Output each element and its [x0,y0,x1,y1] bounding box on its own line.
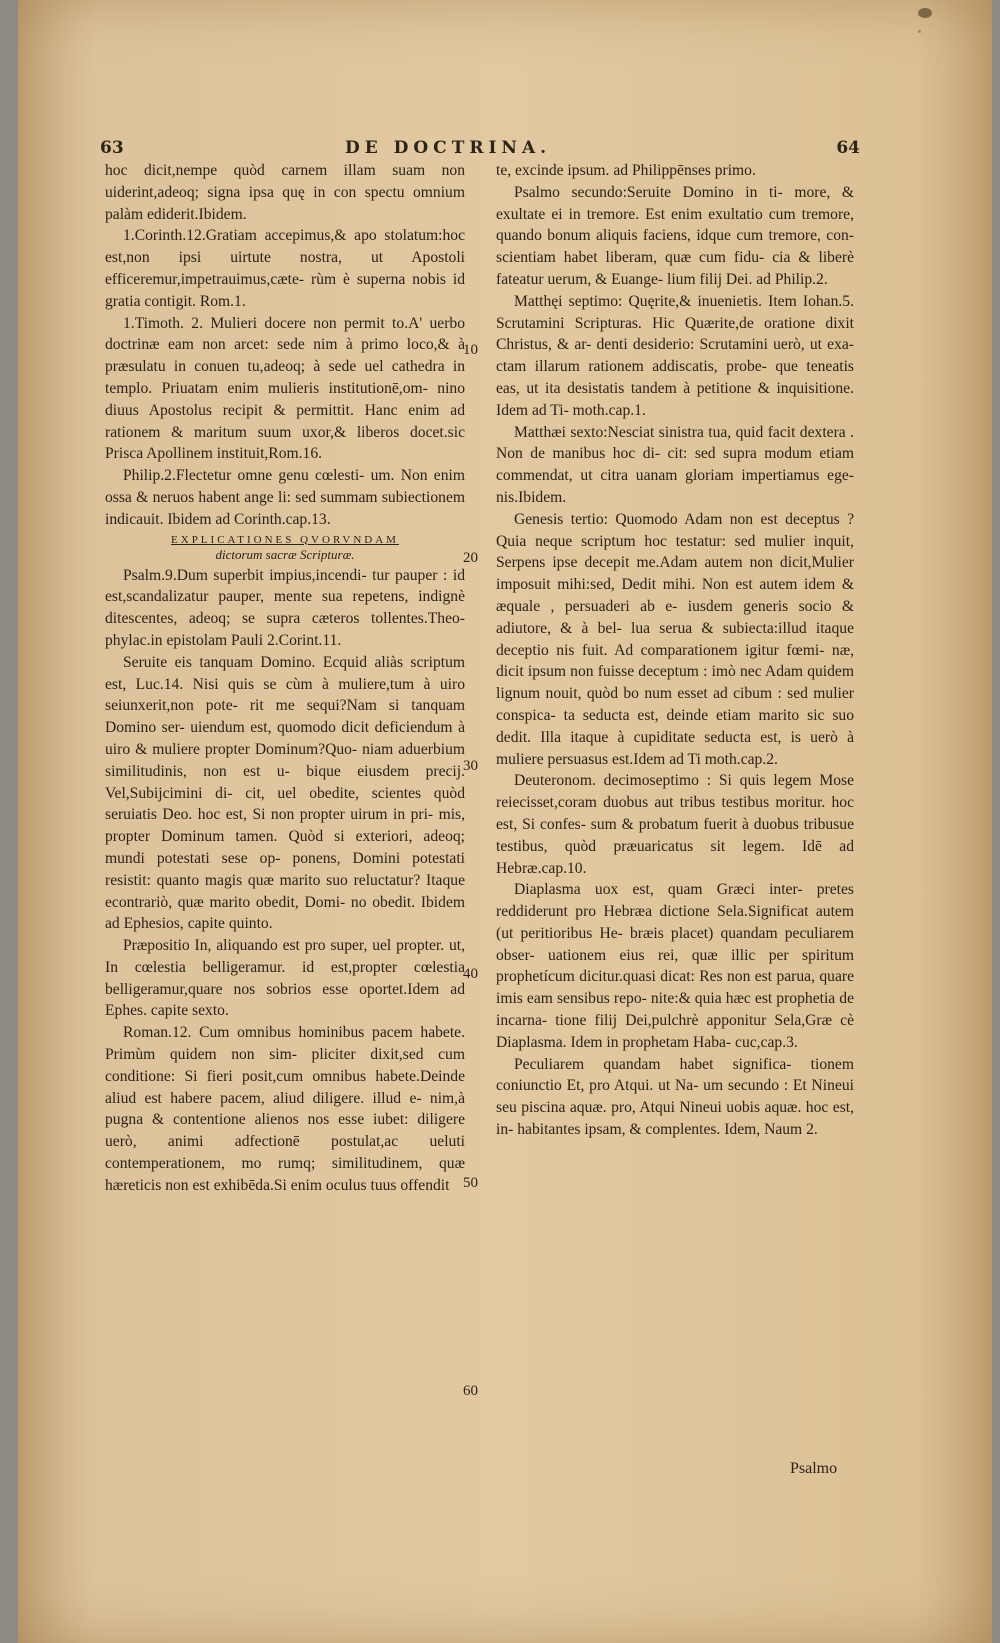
paragraph: Psalm.9.Dum superbit impius,incendi- tur pauper : id est,scandalizatur pauper, mente sua repetens, indignè ditescentes, adeoq; se supra cæteros tollentes.Theo- phylac.in epistolam Pauli 2.Corint.11. [105,566,465,649]
paragraph: Matthęi septimo: Quęrite,& inuenietis. Item Iohan.5. Scrutamini Scripturas. Hic Quærite,de oratione dixit Christus, & ar- denti desiderio: Scrutamini uerò, ut exa- ctam illarum rationem addiscatis, probe- que teneatis eas, ut ita desistatis tandem à petitione & inquisitione. Idem ad Ti- moth.cap.1. [496,292,854,419]
paragraph: Matthæi sexto:Nesciat sinistra tua, quid facit dextera . Non de manibus hoc di- cit: sed supra modum etiam commendat, ut citra uanam gloriam impertiamus ege- nis.Ibidem. [496,423,854,506]
paragraph: Seruite eis tanquam Domino. Ecquid aliàs scriptum est, Luc.14. Nisi quis se cùm à muliere,tum à uiro seiunxerit,non pote- rit me sequi?Nam si tanquam Domino ser- uiendum est, quomodo dicit deficiendum à uiro & muliere propter Dominum?Quo- niam aduerbium similitudinis, non est u- bique eiusdem precij. Vel,Subijcimini di- cit, uel obedite, scientes quòd seruiatis Deo. hoc est, Si non propter uirum in pri- mis, propter Dominum tamen. Quòd si exteriori, adeoq; mundi potestati sese op- ponens, Domini potestati resistit: quanto magis quæ marito suo reluctatur? Itaque econtrariò, quæ marito obedit, Domi- no obedit. Ibidem ad Ephesios, capite quinto. [105,653,465,933]
paragraph: Roman.12. Cum omnibus hominibus pacem habete. Primùm quidem non sim- pliciter dixit,sed cum conditione: Si fieri posit,cum omnibus habete.Deinde aliud est habere pacem, aliud diligere. illud e- nim,à pugna & contentione alienos nos esse iubet: diligere uerò, animi adfectionē postulat,ac ueluti contemperationem, mo rumq; similitudinem, quæ hæreticis non est exhibēda.Si enim oculus tuus offendit [105,1024,465,1194]
ink-spot [918,8,932,18]
paragraph: Philip.2.Flectetur omne genu cœlesti- um. Non enim ossa & neruos habent ange li: sed summam subiectionem indicauit. Ibidem ad Corinth.cap.13. [105,467,465,528]
paragraph: te, excinde ipsum. ad Philippēnses primo. [496,162,756,179]
paragraph: Præpositio In, aliquando est pro super, uel propter. ut, In cœlestia belligeramur. id est,propter cœlestia belligeramur,quare nos sobrios esse oportet.Idem ad Ephes. capite sexto. [105,937,465,1020]
left-column [105,160,465,1197]
paragraph: Diaplasma uox est, quam Græci inter- pretes reddiderunt pro Hebræa dictione Sela.Significat autem (ut peritioribus He- bræis placet) quandam peculiarem obser- uationem eius rei, quæ illic per spiritum prophetícum dicitur.quasi dicat: Res non est parua, quare imis eam sensibus repo- nite:& quia hæc est prophetia de incarna- tione filij Dei,pulchrè apponitur Sela,Græ cè Diaplasma. Idem in prophetam Haba- cuc,cap.3. [496,881,854,1051]
section-heading: EXPLICATIONES QVORVNDAM [171,533,399,546]
paragraph: 1.Corinth.12.Gratiam accepimus,& apo stolatum:hoc est,non ipsi uirtute nostra, ut Apostoli efficeremur,impetrauimus,cæte- rùm è superna nobis id gratia contigit. Rom.1. [105,227,465,310]
catchword: Psalmo [790,1460,838,1477]
right-column [496,160,854,1141]
line-number: 20 [463,550,478,566]
line-number: 30 [463,758,478,774]
paragraph: Genesis tertio: Quomodo Adam non est deceptus ? Quia neque scriptum hoc testatur: sed mulier inquit, Serpens ipse decepit me.Adam autem non dicit,Mulier imposuit mihi:sed, Dedit mihi. Non est autem idem & æquale , persuaderi ab e- iusdem generis socio & adiutore, & à bel- lua serua & subiecta:illud itaque deceptio nis fuit. Ad comparationem igitur fœmi- næ, dicit ipsum non fuisse deceptum : imò nec Adam quidem lignum nouit, quòd bo num esset ad cibum : sed mulier conspica- ta seducta est, deinde etiam marito sic suo dedit. Illa itaque à cupiditate seducta est, is uerò à muliere persuasus est.Idem ad Ti moth.cap.2. [496,510,854,768]
page-header [100,138,860,162]
paragraph: 1.Timoth. 2. Mulieri docere non permit to.A' uerbo doctrinæ eam non arcet: sede nim à primo loco,& à præsulatu in conuen tu,adeoq; à sede uel cathedra in templo. Priuatam enim mulieris institutionē,om- nino diuus Apostolus recipit & permittit. Hanc enim ad rationem & maritum suum uxor,& liberos docet.sic Prisca Apollinem instituit,Rom.16. [105,314,465,463]
paragraph: hoc dicit,nempe quòd carnem illam suam non uiderint,adeoq; signa ipsa quę in con spectu omnium palàm ediderit.Ibidem. [105,162,465,223]
paragraph: Psalmo secundo:Seruite Domino in ti- more, & exultate ei in tremore. Est enim exultatio cum tremore, quando bonum aliquis faciens, idque cum tremore, con- scientiam habet liberam, quæ cum fidu- cia & liberè fateatur uerum, & Euange- lium filij Dei. ad Philip.2. [496,183,854,288]
paragraph: Deuteronom. decimoseptimo : Si quis legem Mose reiecisset,coram duobus aut tribus testibus moritur. hoc est, Si confes- sum & probatum fuerit à duobus tribusue testibus, quòd præuaricatus sit legem. Idē ad Hebræ.cap.10. [496,772,854,877]
line-number: 40 [463,966,478,982]
running-title: DE DOCTRINA. [345,138,552,158]
line-number: 60 [463,1383,478,1399]
section-subheading: dictorum sacræ Scripturæ. [215,546,355,562]
line-number: 50 [463,1175,478,1191]
page-number-left: 63 [100,138,124,158]
ink-spot [918,30,921,33]
line-number: 10 [463,342,478,358]
paragraph: Peculiarem quandam habet significa- tionem coniunctio Et, pro Atqui. ut Na- um secundo : Et Nineui seu piscina aquæ. pro, Atqui Nineui uobis aquæ. hoc est, in- habitantes ipsam, & complentes. Idem, Naum 2. [496,1055,854,1139]
page-number-right: 64 [836,138,860,158]
